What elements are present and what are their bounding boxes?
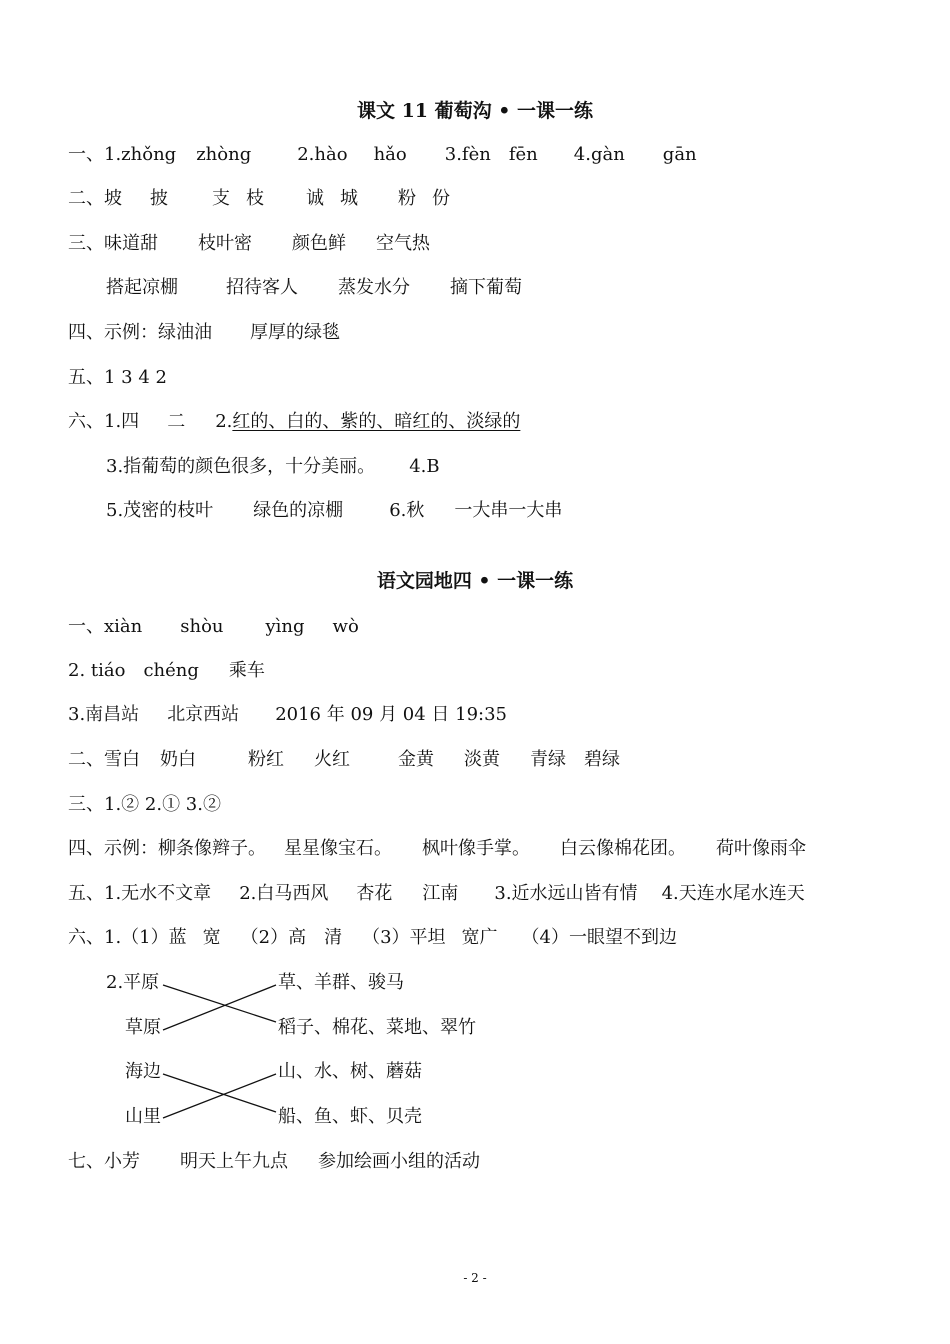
match-right-3: 山、水、树、蘑菇 (278, 1061, 422, 1082)
item: 2.hào (297, 144, 348, 165)
item: 二 (167, 411, 186, 432)
underlined-answer: 红的、白的、紫的、暗红的、淡绿的 (232, 411, 521, 432)
item: 诚 (306, 188, 324, 209)
match-line-1 (163, 985, 276, 1022)
item: 小芳 (104, 1151, 140, 1172)
item: 蒸发水分 (338, 277, 410, 298)
item: 奶白 (160, 749, 196, 770)
item: 搭起凉棚 (106, 277, 178, 298)
match-right-2: 稻子、棉花、菜地、翠竹 (278, 1017, 476, 1038)
item: 坡 (104, 188, 122, 209)
item: 枝 (246, 188, 264, 209)
item: fēn (508, 144, 538, 165)
match-line-3 (163, 1074, 276, 1112)
item: 2. tiáo (68, 660, 126, 681)
item: 绿色的凉棚 (253, 500, 344, 521)
prefix: 三、 (68, 233, 104, 254)
item: 示例：绿油油 (104, 322, 212, 343)
item: 1.（1）蓝 (104, 927, 187, 948)
item: 1.zhǒng (104, 144, 177, 165)
match-left-4: 山里 (125, 1106, 161, 1127)
item: 白云像棉花团。 (560, 838, 686, 859)
answer-1-5: 五、1 3 4 2 (68, 367, 167, 388)
item: 摘下葡萄 (450, 277, 522, 298)
match-left-1: 2.平原 (106, 972, 160, 993)
item: 6.秋 (389, 500, 425, 521)
item: wò (332, 616, 359, 637)
answer-2-7 (68, 1150, 480, 1174)
item: 支 (212, 188, 230, 209)
prefix: 六、 (68, 411, 104, 432)
item: 杏花 (356, 883, 393, 904)
prefix: 四、 (68, 838, 104, 859)
item: 空气热 (376, 233, 430, 254)
item: 星星像宝石。 (284, 838, 392, 859)
prefix: 二、 (68, 188, 104, 209)
match-line-4 (163, 1074, 276, 1118)
item: shòu (180, 616, 224, 637)
item: 味道甜 (104, 233, 158, 254)
page-number: - 2 - (463, 1271, 487, 1285)
prefix: 一、 (68, 144, 104, 165)
item: 雪白 (104, 749, 140, 770)
item: 粉红 (248, 749, 284, 770)
item: 4.gàn (573, 144, 625, 165)
item: 2016 年 09 月 04 日 19:35 (275, 704, 508, 725)
match-line-2 (163, 985, 276, 1030)
item: 2. (215, 411, 233, 432)
item: 金黄 (398, 749, 434, 770)
item: 乘车 (228, 660, 265, 681)
item: 颜色鲜 (292, 233, 346, 254)
item: 3.近水远山皆有情 (494, 883, 638, 904)
item: 3.南昌站 (68, 704, 140, 725)
item: 1.四 (104, 411, 140, 432)
item: yìng (265, 616, 305, 637)
item: 厚厚的绿毯 (250, 322, 340, 343)
item: 3.fèn (444, 144, 491, 165)
item: 宽广 (461, 927, 498, 948)
item: 4.天连水尾水连天 (661, 883, 805, 904)
section-title-1: 课文 11 葡萄沟 • 一课一练 (356, 100, 594, 122)
item: 明天上午九点 (180, 1151, 288, 1172)
item: 北京西站 (167, 704, 240, 725)
item: 淡黄 (464, 749, 500, 770)
prefix: 二、 (68, 749, 104, 770)
item: 4.B (409, 456, 440, 477)
item: 粉 (398, 188, 416, 209)
item: chéng (143, 660, 199, 681)
item: 清 (324, 927, 343, 948)
item: hǎo (373, 144, 407, 165)
prefix: 七、 (68, 1151, 104, 1172)
item: 火红 (314, 749, 350, 770)
item: 枫叶像手掌。 (422, 838, 530, 859)
item: gān (662, 144, 697, 165)
item: 披 (150, 188, 168, 209)
item: zhòng (196, 144, 252, 165)
item: 3.指葡萄的颜色很多，十分美丽。 (106, 456, 376, 477)
item: 青绿 (530, 749, 566, 770)
prefix: 五、 (68, 883, 104, 904)
item: （2）高 (240, 927, 307, 948)
item: 参加绘画小组的活动 (318, 1151, 480, 1172)
match-right-1: 草、羊群、骏马 (278, 972, 404, 993)
section-title-2: 语文园地四 • 一课一练 (376, 570, 574, 592)
match-left-3: 海边 (125, 1061, 161, 1082)
item: 招待客人 (226, 277, 298, 298)
item: 江南 (422, 883, 459, 904)
item: （3）平坦 (362, 927, 446, 948)
match-left-2: 草原 (125, 1017, 161, 1038)
prefix: 四、 (68, 322, 104, 343)
item: xiàn (104, 616, 143, 637)
item: 宽 (202, 927, 221, 948)
item: 2.白马西风 (239, 883, 329, 904)
item: 一大串一大串 (454, 500, 563, 521)
item: 1.无水不文章 (104, 883, 212, 904)
item: 枝叶密 (198, 233, 252, 254)
prefix: 一、 (68, 616, 104, 637)
item: 5.茂密的枝叶 (106, 500, 214, 521)
item: （4）一眼望不到边 (521, 927, 677, 948)
match-right-4: 船、鱼、虾、贝壳 (278, 1106, 422, 1127)
item: 份 (432, 188, 450, 209)
item: 荷叶像雨伞 (716, 838, 806, 859)
item: 城 (340, 188, 358, 209)
item: 示例：柳条像辫子。 (104, 838, 266, 859)
prefix: 六、 (68, 927, 104, 948)
item: 碧绿 (584, 749, 620, 770)
answer-2-3: 三、1.② 2.① 3.② (68, 794, 221, 815)
